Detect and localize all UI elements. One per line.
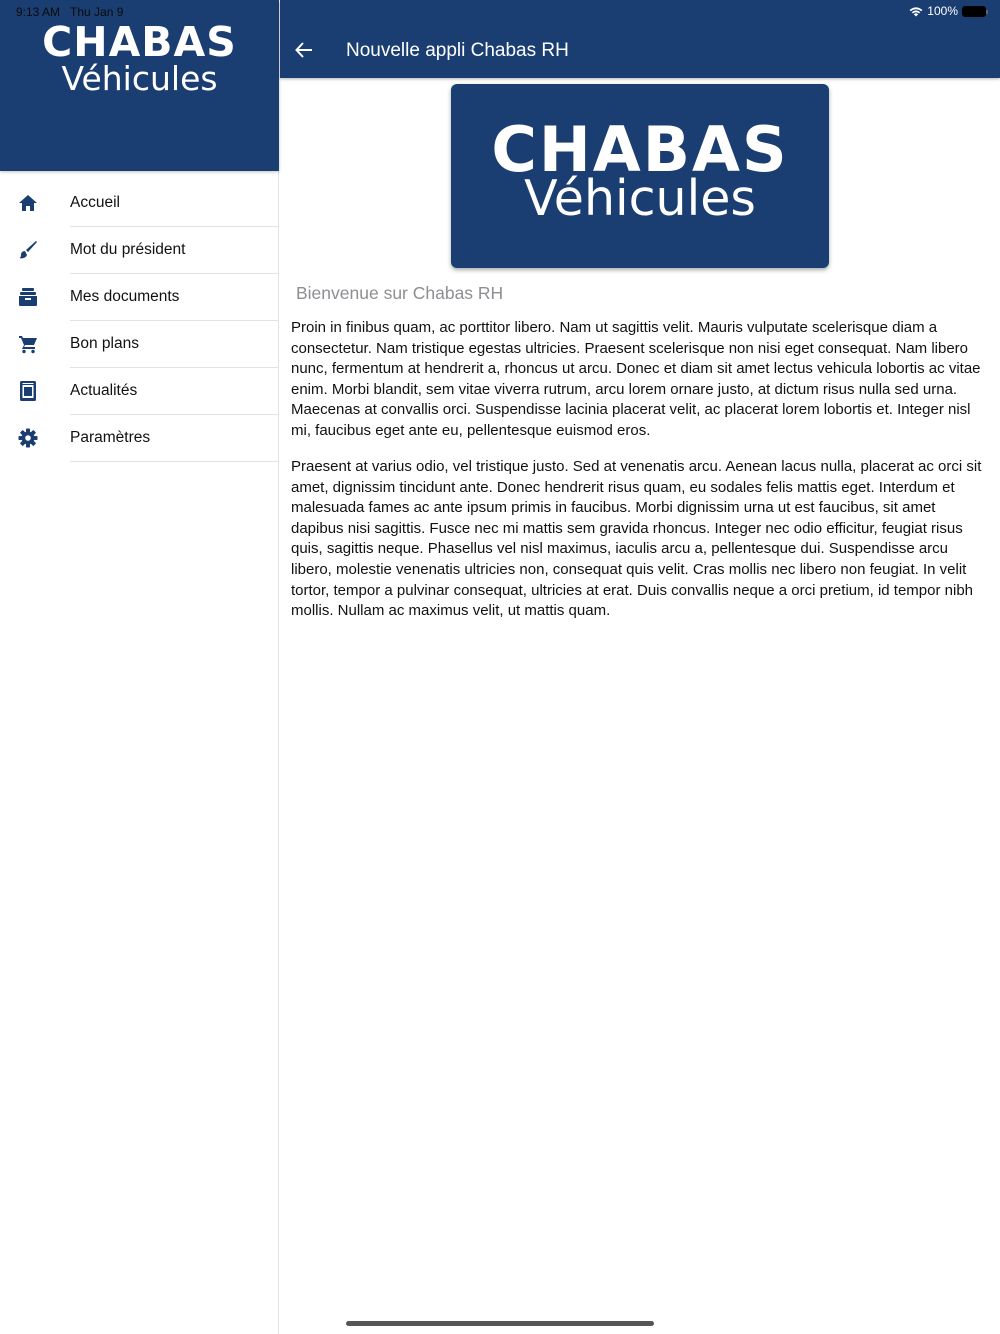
gear-icon — [17, 427, 39, 449]
status-bar-left — [16, 5, 123, 19]
newspaper-icon — [17, 380, 39, 402]
cart-icon — [17, 333, 39, 355]
battery-full-icon — [962, 6, 986, 17]
sidebar-menu — [0, 180, 279, 462]
sidebar-item-label: Mot du président — [70, 241, 186, 258]
status-time: 9:13 AM — [16, 5, 61, 19]
arrow-left-icon — [295, 42, 313, 58]
paragraph: Praesent at varius odio, vel tristique justo. Sed at venenatis arcu. Aenean lacus nulla, placerat ac orci sit amet, dignissim tincidunt ante. Donec hendrerit risus quam, eu sodales felis mattis eget. Interdum et malesuada fames ac ante ipsum primis in faucibus. Morbi dignissim urna ut est faucibus, sit amet dapibus nisi sagittis. Fusce nec mi mattis sem gravida rhoncus. Integer nec odio efficitur, feugiat risus quis, sagittis neque. Phasellus vel nisl maximus, iaculis arcu a, pellentesque dui. Suspendisse arcu libero, molestie venenatis ultricies non, consequat quis velit. Cras mollis nec libero non feugiat. In velit tortor, tempor a pulvinar consequat, ultricies at erat. Duis convallis neque a orci pretium, id tempor nibh mollis. Nullam ac maximus velit, ut mattis quam. — [291, 458, 982, 620]
sidebar-item-accueil[interactable] — [0, 180, 279, 227]
sidebar-item-label: Bon plans — [70, 335, 139, 352]
home-indicator[interactable] — [346, 1321, 654, 1326]
paragraph: Proin in finibus quam, ac porttitor libero. Nam ut sagittis velit. Mauris vulputate scelerisque diam a consectetur. Nam tristique egestas ultricies. Praesent scelerisque non nisi eget consequat. Nam libero nunc, fermentum at hendrerit a, rhoncus ut arcu. Donec et diam sit amet lectus vehicula lobortis ac vitae enim. Morbi blandit, sem vitae viverra rutrum, arcu lorem ornare justo, at dictum risus nulla sed urna. Maecenas at convallis orci. Suspendisse lacinia placerat velit, ac placerat lorem lobortis et. Integer nisl mi, faucibus eget ante eu, pellentesque euismod eros. — [291, 319, 981, 439]
page-title: Nouvelle appli Chabas RH — [346, 40, 569, 61]
sidebar-header — [0, 0, 279, 171]
sidebar-item-bon-plans[interactable] — [0, 321, 279, 368]
divider — [70, 461, 279, 462]
sidebar-item-parametres[interactable] — [0, 415, 279, 462]
brush-icon — [17, 239, 39, 261]
sidebar-item-label: Paramètres — [70, 429, 151, 446]
welcome-heading: Bienvenue sur Chabas RH — [296, 283, 504, 303]
sidebar-item-actualites[interactable] — [0, 368, 279, 415]
main-logo-line1: CHABAS — [491, 113, 789, 186]
sidebar-item-label: Accueil — [70, 194, 120, 211]
sidebar-logo-line2: Véhicules — [61, 59, 218, 98]
sidebar-item-label: Mes documents — [70, 288, 180, 305]
sidebar-logo-line1: CHABAS — [42, 18, 237, 66]
sidebar — [0, 0, 279, 1334]
sidebar-logo — [0, 20, 279, 96]
back-button[interactable] — [292, 38, 316, 62]
sidebar-item-label: Actualités — [70, 382, 138, 399]
status-date: Thu Jan 9 — [70, 5, 124, 19]
battery-percent: 100% — [927, 4, 958, 18]
archive-icon — [17, 286, 39, 308]
sidebar-item-mes-documents[interactable] — [0, 274, 279, 321]
sidebar-item-mot-du-president[interactable] — [0, 227, 279, 274]
wifi-icon — [909, 6, 923, 17]
main-logo — [451, 84, 829, 268]
main-logo-line2: Véhicules — [524, 170, 756, 227]
status-bar-right — [909, 4, 986, 18]
home-icon — [17, 192, 39, 214]
app-header — [280, 0, 1000, 78]
